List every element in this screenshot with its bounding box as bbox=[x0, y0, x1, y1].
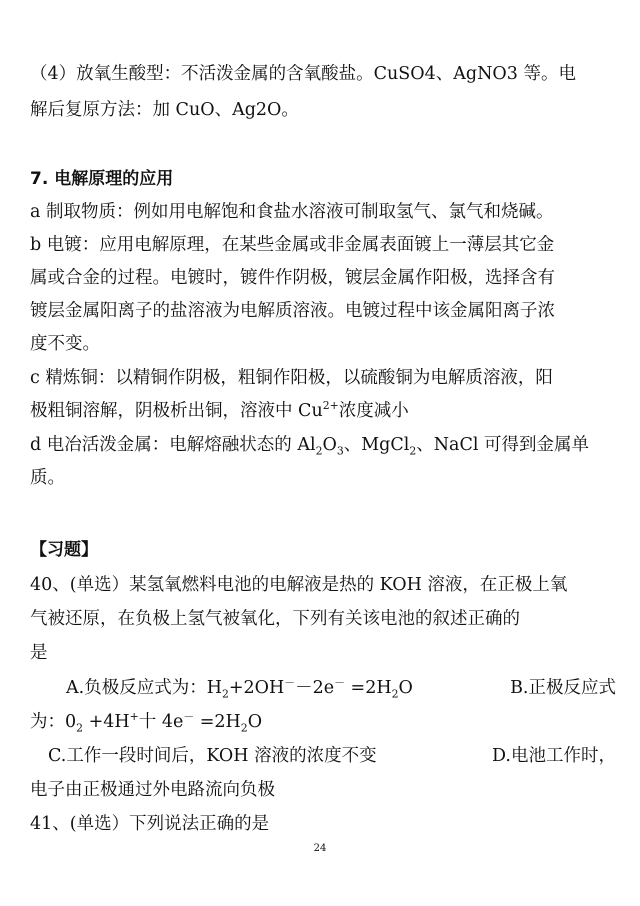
q40-options-ab bbox=[66, 676, 616, 700]
q41-line1: 41、(单选）下列说法正确的是 bbox=[30, 814, 270, 834]
e-charge-b: － bbox=[183, 710, 195, 724]
option-b-h: +4H bbox=[83, 712, 130, 732]
option-a-e: －2e bbox=[295, 678, 335, 698]
page-number: 24 bbox=[313, 843, 327, 854]
option-c: C.工作一段时间后，KOH 溶液的浓度不变 bbox=[48, 746, 377, 766]
item-d-o: O bbox=[322, 435, 337, 455]
al-subscript: 2 bbox=[315, 444, 323, 458]
q40-options-cd bbox=[48, 744, 616, 768]
item-d-mgcl: 、MgCl bbox=[343, 435, 410, 455]
item-d-line2: 质。 bbox=[30, 468, 65, 488]
o2-subscript: 2 bbox=[76, 721, 84, 735]
section4-line1: （4）放氧生酸型：不活泼金属的含氧酸盐。CuSO4、AgNO3 等。电 bbox=[30, 64, 576, 84]
option-d-line2: 电子由正极通过外电路流向负极 bbox=[30, 780, 275, 800]
item-b-line4: 度不变。 bbox=[30, 334, 100, 354]
h-charge: + bbox=[129, 710, 139, 724]
option-a bbox=[66, 676, 413, 700]
cl-subscript: 2 bbox=[409, 444, 417, 458]
h2o-subscript: 2 bbox=[391, 687, 399, 701]
option-a-text: A.负极反应式为：H bbox=[66, 678, 222, 698]
exercises-heading: 【习题】 bbox=[30, 540, 98, 560]
o-subscript: 3 bbox=[336, 444, 344, 458]
e-charge: － bbox=[334, 676, 345, 690]
option-b-e: 十 4e bbox=[138, 712, 184, 732]
item-d-text: d 电冶活泼金属：电解熔融状态的 Al bbox=[30, 435, 316, 455]
q40-line1: 40、(单选）某氢氧燃料电池的电解液是热的 KOH 溶液，在正极上氧 bbox=[30, 575, 568, 595]
option-d: D.电池工作时， bbox=[492, 746, 616, 766]
item-c-line1: c 精炼铜：以精铜作阴极，粗铜作阳极，以硫酸铜为电解质溶液，阳 bbox=[30, 368, 553, 388]
option-b: B.正极反应式 bbox=[510, 678, 616, 698]
q40-line2: 气被还原，在负极上氢气被氧化，下列有关该电池的叙述正确的 bbox=[30, 609, 520, 629]
option-a-tail: O bbox=[398, 678, 413, 698]
item-b-line2: 属或合金的过程。电镀时，镀件作阴极，镀层金属作阳极，选择含有 bbox=[30, 268, 555, 288]
item-b-line1: b 电镀：应用电解原理，在某些金属或非金属表面镀上一薄层其它金 bbox=[30, 235, 555, 255]
h2-subscript: 2 bbox=[221, 687, 229, 701]
oh-charge: － bbox=[284, 676, 296, 690]
option-b-tail: O bbox=[247, 712, 263, 732]
section7-heading: 7. 电解原理的应用 bbox=[30, 169, 174, 189]
option-b-text: 为：0 bbox=[30, 712, 77, 732]
cu-charge: 2+ bbox=[322, 399, 339, 413]
item-a: a 制取物质：例如用电解饱和食盐水溶液可制取氢气、氯气和烧碱。 bbox=[30, 202, 554, 222]
item-d-tail: 、NaCl 可得到金属单 bbox=[416, 435, 590, 455]
option-a-h2o: =2H bbox=[344, 678, 392, 698]
section4-line2: 解后复原方法：加 CuO、Ag2O。 bbox=[30, 100, 299, 120]
item-c-line2-tail: 浓度减小 bbox=[338, 401, 409, 421]
option-b-h2o: =2H bbox=[194, 712, 241, 732]
item-b-line3: 镀层金属阳离子的盐溶液为电解质溶液。电镀过程中该金属阳离子浓 bbox=[30, 301, 555, 321]
item-c-line2-text: 极粗铜溶解，阴极析出铜，溶液中 Cu bbox=[30, 401, 323, 421]
item-c-line2 bbox=[30, 399, 620, 423]
q40-line3: 是 bbox=[30, 643, 48, 663]
option-a-oh: +2OH bbox=[228, 678, 285, 698]
item-d-line1 bbox=[30, 433, 620, 457]
h2o-subscript-b: 2 bbox=[240, 721, 248, 735]
option-b-line2 bbox=[30, 710, 620, 734]
